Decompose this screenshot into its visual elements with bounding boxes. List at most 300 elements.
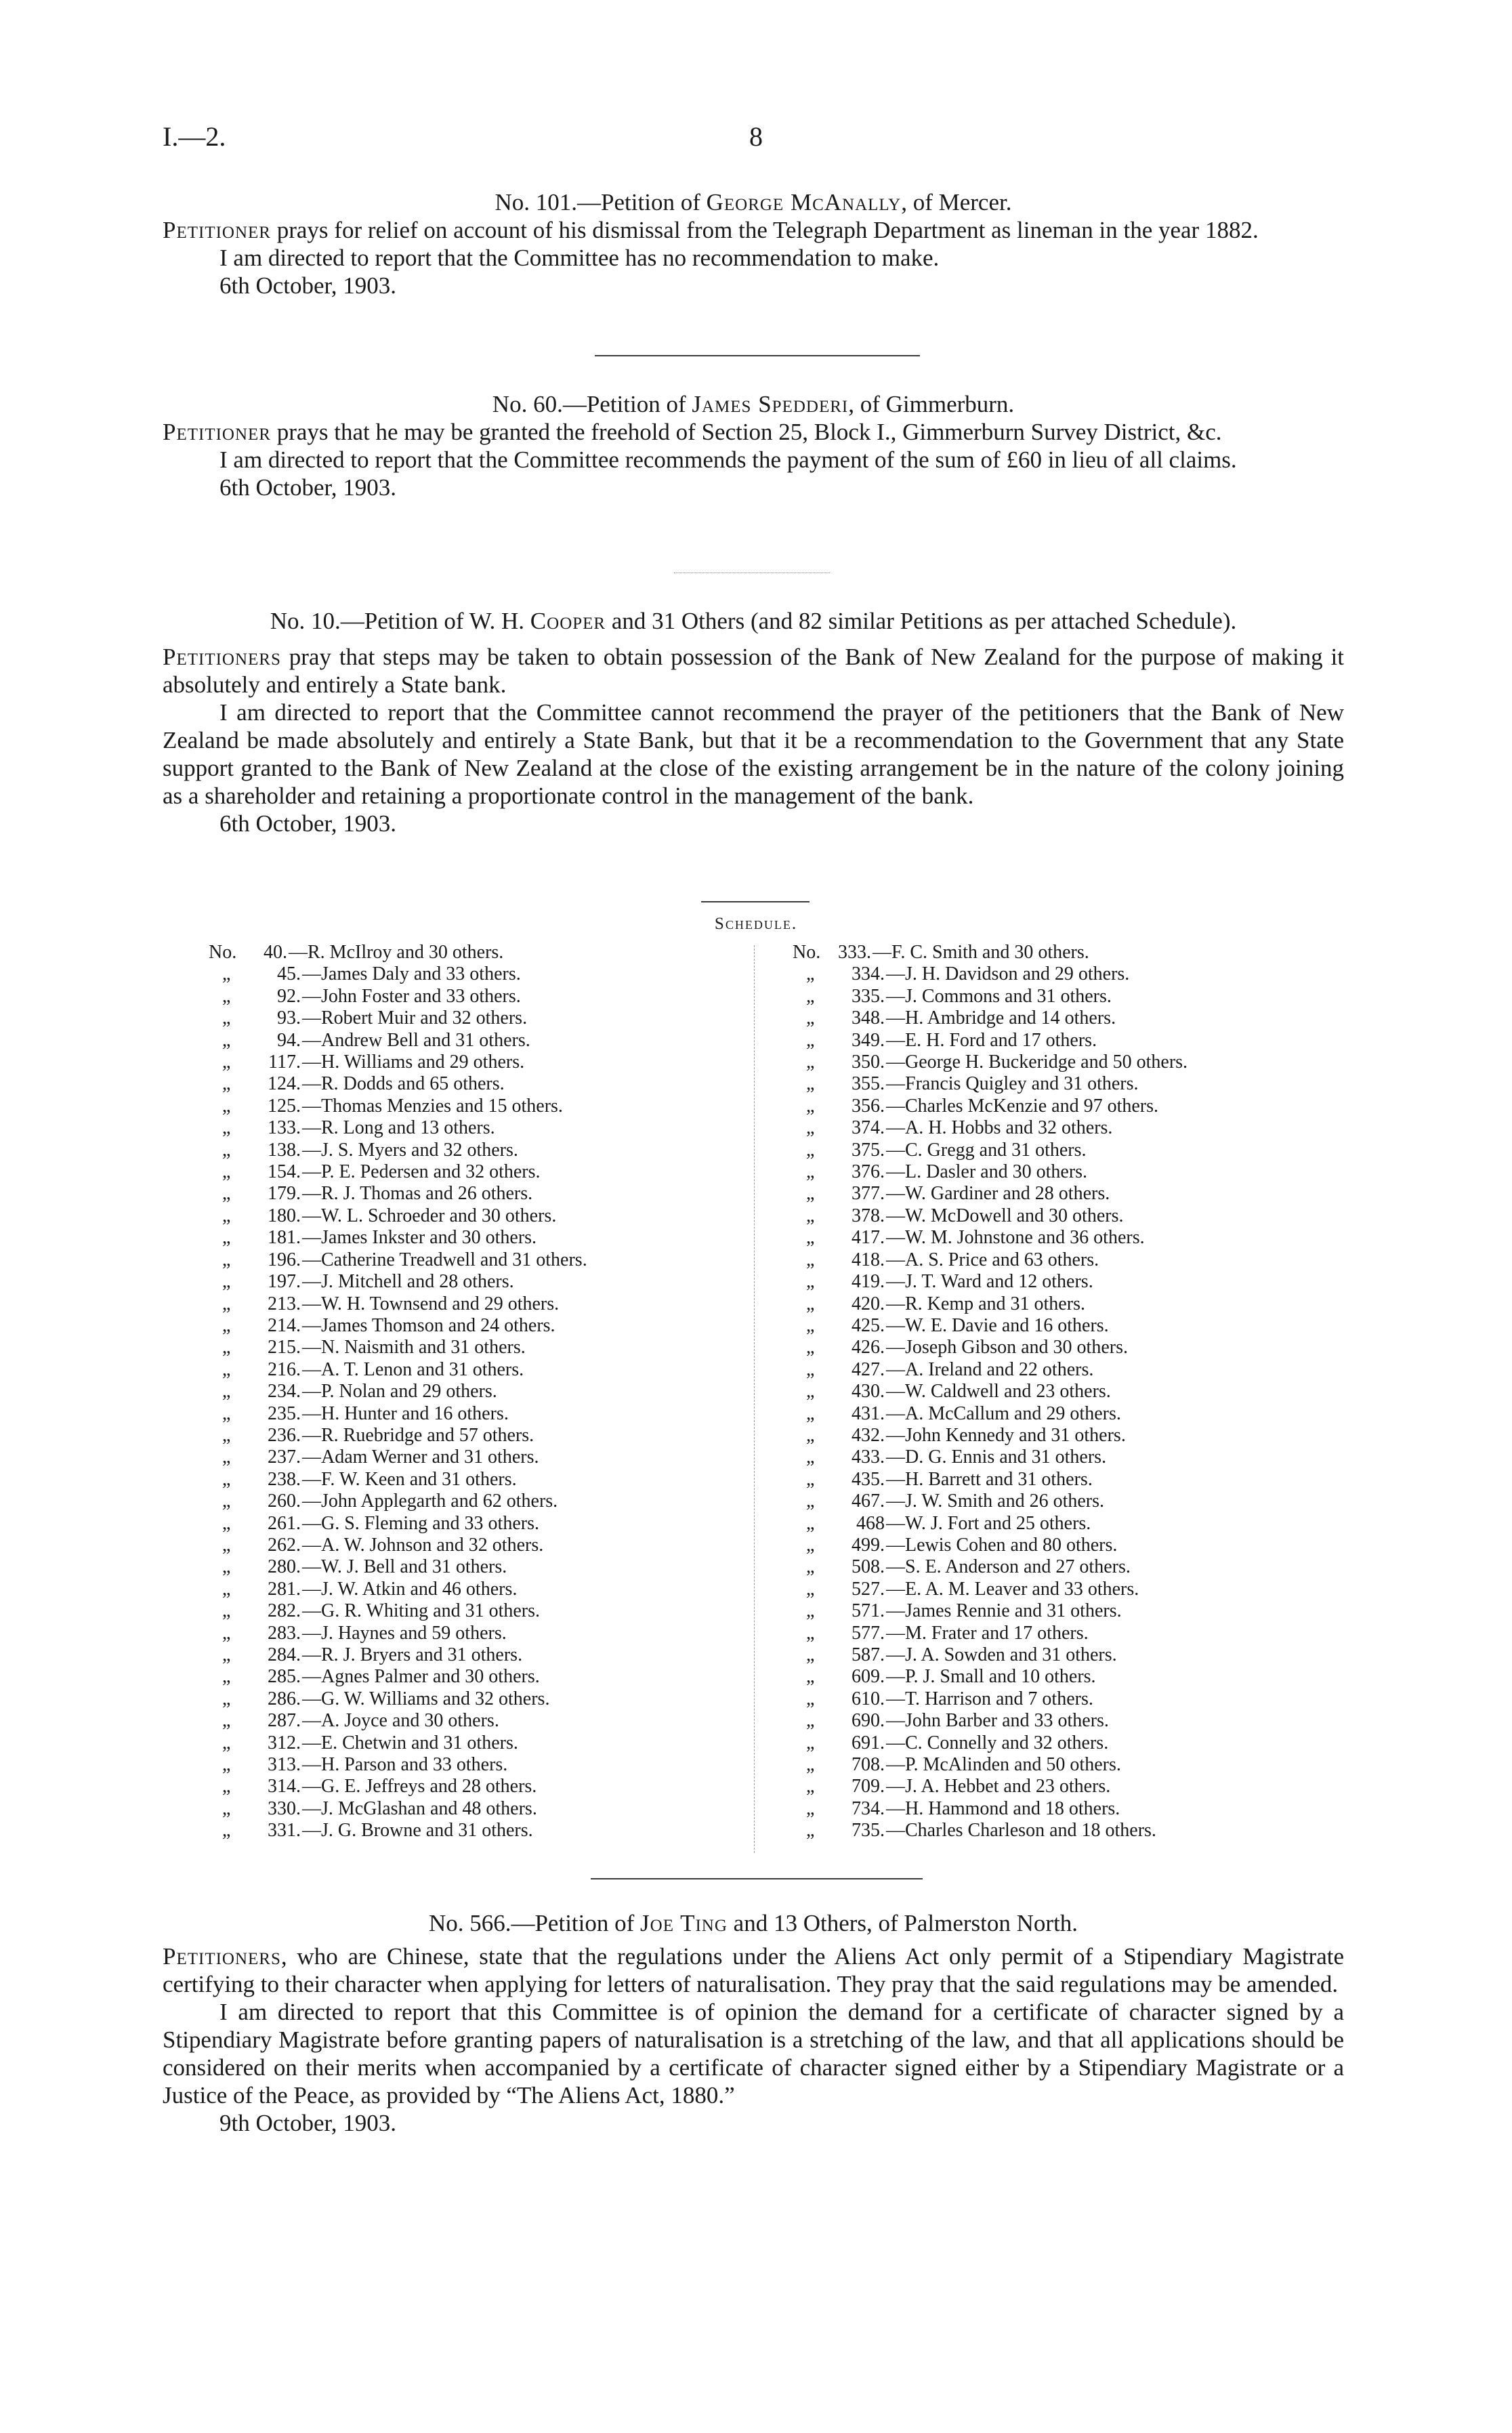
ditto-mark: „ [222,963,231,985]
petitioner-entry: —Lewis Cohen and 80 others. [886,1534,1118,1556]
ditto-mark: „ [222,1666,231,1688]
petitioner-entry: —J. W. Smith and 26 others. [886,1491,1105,1512]
ditto-mark: „ [806,1688,815,1709]
petitioner-entry: —J. S. Myers and 32 others. [302,1139,518,1161]
petitioner-name: Cooper [530,608,606,634]
petition-number: 216. [268,1358,301,1380]
ditto-mark: „ [222,1491,231,1512]
ditto-mark: „ [222,1337,231,1358]
petitioner-entry: —John Barber and 33 others. [886,1710,1109,1732]
report-date: 6th October, 1903. [219,810,397,837]
petitioner-entry: —J. A. Sowden and 31 others. [886,1644,1117,1665]
petition-number: 138. [268,1139,301,1161]
ditto-mark: „ [222,1139,231,1161]
ditto-mark: „ [222,1534,231,1556]
petition-number: 426. [852,1337,885,1358]
petitioner-entry: —James Daly and 33 others. [302,963,521,985]
petitioner-entry: —James Thomson and 24 others. [302,1314,555,1336]
schedule-entry [209,1732,587,1754]
petition-number: 468 [856,1512,885,1534]
ditto-mark: „ [806,1447,815,1468]
petition-number: 431. [852,1402,885,1424]
petition-number: 432. [852,1424,885,1446]
petition-title: No. 10.—Petition of W. H. Cooper and 31 Others (and 82 similar Petitions as per attached Schedule). [270,608,1237,634]
petitioner-entry: —P. E. Pedersen and 32 others. [302,1161,541,1183]
petition-number: 196. [268,1249,301,1270]
petitioner-entry: —James Inkster and 30 others. [302,1227,537,1249]
petitioner-entry: —Agnes Palmer and 30 others. [302,1666,540,1688]
schedule-entry [209,1052,587,1073]
schedule-entry [793,1227,1188,1249]
petitioner-entry: —H. Hunter and 16 others. [302,1402,509,1424]
schedule-entry [793,1205,1188,1227]
schedule-entry [209,1600,587,1622]
petitioner-entry: —T. Harrison and 7 others. [886,1688,1093,1709]
schedule-entry [209,1315,587,1337]
ditto-mark: „ [222,1754,231,1776]
petitioner-entry: —A. W. Johnson and 32 others. [302,1534,544,1556]
petitioner-entry: —J. Commons and 31 others. [886,985,1112,1007]
petitioner-entry: —Thomas Menzies and 15 others. [302,1095,563,1117]
ditto-mark: „ [806,1402,815,1424]
petition-prayer: Petitioner prays for relief on account of his dismissal from the Telegraph Department as lineman in the year 1882. [163,217,1259,243]
ditto-mark: „ [806,1732,815,1753]
ditto-mark: „ [806,1556,815,1578]
petition-number: 609. [852,1666,885,1688]
schedule-entry [793,1710,1188,1732]
schedule-entry [793,1754,1188,1776]
schedule-entry [793,1117,1188,1139]
petitioner-entry: —E. A. M. Leaver and 33 others. [886,1578,1139,1600]
petition-number: 433. [852,1447,885,1468]
petition-number: 314. [268,1776,301,1797]
report-date: 9th October, 1903. [219,2110,397,2136]
petition-number: 577. [852,1622,885,1644]
ditto-mark: „ [806,1073,815,1095]
petitioner-name: James Spedderi [692,391,849,417]
committee-report: I am directed to report that the Committee recommends the payment of the sum of £60 in lieu of all claims. [219,446,1237,473]
schedule-entry [793,1447,1188,1468]
ditto-mark: „ [222,1271,231,1293]
petition-number: 374. [852,1117,885,1139]
ditto-mark: „ [222,1314,231,1336]
petition-number: 93. [277,1007,301,1029]
petition-number: 691. [852,1732,885,1753]
ditto-mark: „ [222,1381,231,1402]
schedule-entry [209,1579,587,1600]
petitioner-entry: —A. Ireland and 22 others. [886,1358,1094,1380]
schedule-entry [793,1315,1188,1337]
report-date: 6th October, 1903. [219,474,397,501]
schedule-entry [209,1710,587,1732]
petition-number: 427. [852,1358,885,1380]
ditto-mark: „ [222,1073,231,1095]
petition-number: 154. [268,1161,301,1183]
ditto-mark: „ [806,1337,815,1358]
petitioner-entry: —H. Williams and 29 others. [302,1052,525,1073]
ditto-mark: „ [222,1688,231,1709]
schedule-entry [209,1249,587,1271]
petition-number: 238. [268,1468,301,1490]
petitioner-entry: —W. L. Schroeder and 30 others. [302,1205,557,1226]
petition-number: 234. [268,1381,301,1402]
schedule-entry [793,1183,1188,1205]
schedule-entry [209,963,587,985]
schedule-entry [209,1140,587,1161]
ditto-mark: „ [222,1424,231,1446]
petition-101 [163,188,1344,299]
petition-number: 235. [268,1402,301,1424]
petition-number: 330. [268,1797,301,1819]
schedule-entry [209,1513,587,1535]
petition-10 [163,607,1344,837]
schedule-entry [209,1359,587,1381]
petition-number: 587. [852,1644,885,1665]
ditto-mark: „ [806,1512,815,1534]
ditto-mark: „ [222,1556,231,1578]
petition-number: 94. [277,1029,301,1051]
ditto-mark: „ [222,1644,231,1665]
ditto-mark: „ [806,1293,815,1314]
ditto-mark: „ [222,1710,231,1732]
schedule-entry [209,942,587,963]
schedule-entry [209,1623,587,1644]
petition-number: 734. [852,1797,885,1819]
petition-number: 197. [268,1271,301,1293]
petition-number: 435. [852,1468,885,1490]
ditto-mark: „ [806,963,815,985]
schedule-entry [209,1688,587,1710]
petitioner-entry: —R. J. Bryers and 31 others. [302,1644,523,1665]
petitioner-entry: —W. Caldwell and 23 others. [886,1381,1111,1402]
schedule-entry [793,1666,1188,1688]
petitioner-entry: —J. Mitchell and 28 others. [302,1271,514,1293]
petition-number: 420. [852,1293,885,1314]
ditto-mark: „ [806,1029,815,1051]
petitioner-entry: —George H. Buckeridge and 50 others. [886,1052,1188,1073]
petition-prayer: Petitioner prays that he may be granted the freehold of Section 25, Block I., Gimmerburn Survey District, &c. [163,419,1222,445]
petitioner-entry: —W. McDowell and 30 others. [886,1205,1124,1226]
petitioner-entry: —Charles Charleson and 18 others. [886,1820,1156,1842]
schedule-entry [793,1535,1188,1556]
petition-number: 287. [268,1710,301,1732]
petition-number: 356. [852,1095,885,1117]
ditto-mark: „ [222,1052,231,1073]
petition-number: 260. [268,1491,301,1512]
petitioner-name: Joe Ting [640,1910,728,1936]
schedule-entry [793,1073,1188,1095]
ditto-mark: „ [806,1095,815,1117]
ditto-mark: „ [806,1205,815,1226]
ditto-mark: „ [806,1754,815,1776]
section-divider [595,355,920,356]
schedule-entry [209,1096,587,1117]
schedule-entry [209,1161,587,1183]
schedule-entry [209,1205,587,1227]
petitioner-entry: —R. J. Thomas and 26 others. [302,1183,533,1205]
schedule-entry [793,1271,1188,1293]
schedule-left-column [209,942,587,1842]
petition-number: 213. [268,1293,301,1314]
petitioner-entry: —N. Naismith and 31 others. [302,1337,526,1358]
report-date: 6th October, 1903. [219,272,397,299]
schedule-entry [793,1469,1188,1491]
petitioner-entry: —W. Gardiner and 28 others. [886,1183,1110,1205]
petitioner-entry: —Andrew Bell and 31 others. [302,1029,530,1051]
petitioner-entry: —John Kennedy and 31 others. [886,1424,1126,1446]
schedule-entry [209,1447,587,1468]
petitioner-entry: —H. Hammond and 18 others. [886,1797,1120,1819]
petition-number: 508. [852,1556,885,1578]
ditto-mark: „ [806,1578,815,1600]
schedule-entry [793,1425,1188,1447]
petition-number: 355. [852,1073,885,1095]
petition-number: 610. [852,1688,885,1709]
petitioner-entry: —A. Joyce and 30 others. [302,1710,499,1732]
ditto-mark: „ [222,1249,231,1270]
petitioner-entry: —R. McIlroy and 30 others. [289,942,504,963]
petitioner-entry: —J. W. Atkin and 46 others. [302,1578,518,1600]
schedule-entry [793,1732,1188,1754]
schedule-entry [793,1798,1188,1820]
schedule-entry [793,1820,1188,1842]
ditto-mark: „ [222,1205,231,1226]
schedule-entry [793,1052,1188,1073]
petition-number: 735. [852,1820,885,1842]
petition-number: 690. [852,1710,885,1732]
petitioner-entry: —J. T. Ward and 12 others. [886,1271,1093,1293]
schedule-entry [209,1381,587,1402]
schedule-entry [793,1161,1188,1183]
petition-number: 261. [268,1512,301,1534]
petition-number: 375. [852,1139,885,1161]
ditto-mark: „ [806,1622,815,1644]
schedule-entry [209,1798,587,1820]
petitioner-entry: —J. McGlashan and 48 others. [302,1797,537,1819]
petition-number: 467. [852,1491,885,1512]
committee-report: I am directed to report that the Committee cannot recommend the prayer of the petitioners that the Bank of New Zealand be made absolutely and entirely a State Bank, but that it be a recommendation to the Government that any State support granted to the Bank of New Zealand at the close of the existing arrangement be in the nature of the colony joining as a shareholder and retaining a proportionate control in the management of the bank. [163,699,1344,809]
petition-number: 313. [268,1754,301,1776]
schedule-entry [793,1030,1188,1052]
petitioner-entry: —Adam Werner and 31 others. [302,1447,539,1468]
petition-number: 281. [268,1578,301,1600]
petition-number: 417. [852,1227,885,1249]
ditto-mark: „ [806,1271,815,1293]
committee-report: I am directed to report that the Committee has no recommendation to make. [219,245,940,271]
petitioner-entry: —C. Gregg and 31 others. [886,1139,1087,1161]
schedule-divider [701,901,810,902]
ditto-mark: „ [222,1029,231,1051]
schedule-entry [793,1688,1188,1710]
petition-number: 45. [277,963,301,985]
ditto-mark: „ [222,1622,231,1644]
ditto-mark: „ [806,1820,815,1842]
petitioner-entry: —H. Parson and 33 others. [302,1754,508,1776]
schedule-entry [793,1007,1188,1029]
ditto-mark: „ [222,1468,231,1490]
petition-number: 133. [268,1117,301,1139]
petition-title: No. 101.—Petition of George McAnally, of Mercer. [495,189,1012,215]
petitioner-entry: —G. R. Whiting and 31 others. [302,1600,541,1622]
petition-number: 284. [268,1644,301,1665]
schedule-entry [209,1820,587,1842]
schedule-entry [793,1776,1188,1797]
petition-number: 262. [268,1534,301,1556]
schedule-column-divider [754,945,755,1853]
petitioner-entry: —R. Long and 13 others. [302,1117,495,1139]
petitioner-entry: —G. S. Fleming and 33 others. [302,1512,539,1534]
schedule-entry [793,1556,1188,1578]
petition-number: 117. [268,1052,301,1073]
petitioner-entry: —C. Connelly and 32 others. [886,1732,1109,1753]
schedule-entry [209,1007,587,1029]
ditto-mark: „ [222,1732,231,1753]
petitioner-entry: —Robert Muir and 32 others. [302,1007,528,1029]
petitioner-entry: —A. S. Price and 63 others. [886,1249,1099,1270]
petition-number: 237. [268,1447,301,1468]
petitioner-entry: —H. Ambridge and 14 others. [886,1007,1116,1029]
ditto-mark: „ [222,1776,231,1797]
schedule-entry [209,1556,587,1578]
ditto-mark: „ [806,1139,815,1161]
ditto-mark: „ [806,1534,815,1556]
petitioner-entry: —F. C. Smith and 30 others. [873,942,1089,963]
section-divider [591,1878,923,1879]
ditto-mark: „ [806,1249,815,1270]
petition-number: 335. [852,985,885,1007]
petition-number: 236. [268,1424,301,1446]
petitioner-entry: —S. E. Anderson and 27 others. [886,1556,1131,1578]
schedule-entry [793,1644,1188,1666]
petitioner-entry: —P. J. Small and 10 others. [886,1666,1096,1688]
schedule-entry [209,1293,587,1315]
petitioner-entry: —W. J. Fort and 25 others. [886,1512,1091,1534]
petition-number: 378. [852,1205,885,1226]
ditto-mark: „ [806,1424,815,1446]
ditto-mark: „ [806,1358,815,1380]
ditto-mark: „ [222,1820,231,1842]
petitioner-entry: —E. Chetwin and 31 others. [302,1732,518,1753]
schedule-entry [209,1776,587,1797]
ditto-mark: „ [806,1491,815,1512]
schedule-entry [209,1491,587,1512]
schedule-heading: Schedule. [714,915,798,933]
schedule-entry [209,1271,587,1293]
page-number: 8 [749,121,763,152]
schedule-entry [209,1337,587,1358]
petition-number: 377. [852,1183,885,1205]
schedule-entry [209,1425,587,1447]
petitioner-entry: —W. H. Townsend and 29 others. [302,1293,560,1314]
ditto-mark: „ [806,1381,815,1402]
ditto-mark: „ [806,1644,815,1665]
schedule-entry [209,1117,587,1139]
petition-number: 376. [852,1161,885,1183]
petitioner-entry: —James Rennie and 31 others. [886,1600,1122,1622]
petition-number: 334. [852,963,885,985]
schedule-entry [793,1293,1188,1315]
petition-number: 215. [268,1337,301,1358]
petition-number: 348. [852,1007,885,1029]
petition-number: 571. [852,1600,885,1622]
petitioner-entry: —P. Nolan and 29 others. [302,1381,497,1402]
ditto-mark: „ [806,1710,815,1732]
entry-no-label: No. [209,942,237,963]
ditto-mark: „ [806,1666,815,1688]
ditto-mark: „ [222,1095,231,1117]
ditto-mark: „ [806,1600,815,1622]
petitioner-entry: —Francis Quigley and 31 others. [886,1073,1139,1095]
committee-report: I am directed to report that this Committee is of opinion the demand for a certificate of character signed by a Stipendiary Magistrate before granting papers of naturalisation is a stretching of the law, and that all applications should be considered on their merits when accompanied by a certificate of character signed either by a Stipendiary Magistrate or a Justice of the Peace, as provided by “The Aliens Act, 1880.” [163,1999,1344,2108]
petition-number: 709. [852,1776,885,1797]
schedule-entry [209,986,587,1007]
schedule-entry [793,1337,1188,1358]
petitioner-entry: —A. T. Lenon and 31 others. [302,1358,524,1380]
petitioner-entry: —J. Haynes and 59 others. [302,1622,507,1644]
petitioner-entry: —E. H. Ford and 17 others. [886,1029,1097,1051]
ditto-mark: „ [222,985,231,1007]
schedule-right-column [793,942,1188,1842]
petitioner-entry: —J. G. Browne and 31 others. [302,1820,533,1842]
petitioner-entry: —J. A. Hebbet and 23 others. [886,1776,1111,1797]
petition-number: 92. [277,985,301,1007]
schedule-entry [793,1359,1188,1381]
petitioner-entry: —Catherine Treadwell and 31 others. [302,1249,587,1270]
schedule-entry [209,1183,587,1205]
petition-number: 418. [852,1249,885,1270]
petitioner-entry: —Joseph Gibson and 30 others. [886,1337,1128,1358]
petition-prayer: Petitioners, who are Chinese, state that the regulations under the Aliens Act only permit of a Stipendiary Magistrate certifying to their character when applying for letters of naturalisation. They pray that the said regulations may be amended. [163,1943,1344,1997]
schedule-entry [209,1644,587,1666]
petition-number: 708. [852,1754,885,1776]
petition-566 [163,1909,1344,2137]
petition-title: No. 60.—Petition of James Spedderi, of Gimmerburn. [492,391,1015,417]
petitioner-entry: —W. J. Bell and 31 others. [302,1556,507,1578]
petitioner-entry: —John Foster and 33 others. [302,985,521,1007]
petition-number: 282. [268,1600,301,1622]
schedule-entry [793,1381,1188,1402]
petition-number: 40. [264,942,287,963]
ditto-mark: „ [806,1161,815,1183]
schedule-entry [209,1227,587,1249]
ditto-mark: „ [222,1358,231,1380]
petition-number: 350. [852,1052,885,1073]
schedule-entry [793,963,1188,985]
petition-number: 349. [852,1029,885,1051]
petition-number: 180. [268,1205,301,1226]
schedule-entry [209,1073,587,1095]
schedule-entry [209,1403,587,1425]
petitioner-entry: —R. Ruebridge and 57 others. [302,1424,534,1446]
ditto-mark: „ [806,1776,815,1797]
petitioner-entry: —R. Dodds and 65 others. [302,1073,505,1095]
petitioner-entry: —W. M. Johnstone and 36 others. [886,1227,1145,1249]
schedule-entry [209,1666,587,1688]
petition-number: 124. [268,1073,301,1095]
petition-number: 430. [852,1381,885,1402]
ditto-mark: „ [222,1293,231,1314]
petition-number: 125. [268,1095,301,1117]
ditto-mark: „ [222,1512,231,1534]
entry-no-label: No. [793,942,821,963]
ditto-mark: „ [222,1797,231,1819]
ditto-mark: „ [222,1447,231,1468]
petitioner-entry: —L. Dasler and 30 others. [886,1161,1088,1183]
petitioner-entry: —Charles McKenzie and 97 others. [886,1095,1158,1117]
ditto-mark: „ [806,1468,815,1490]
petitioner-entry: —A. H. Hobbs and 32 others. [886,1117,1113,1139]
ditto-mark: „ [806,1797,815,1819]
